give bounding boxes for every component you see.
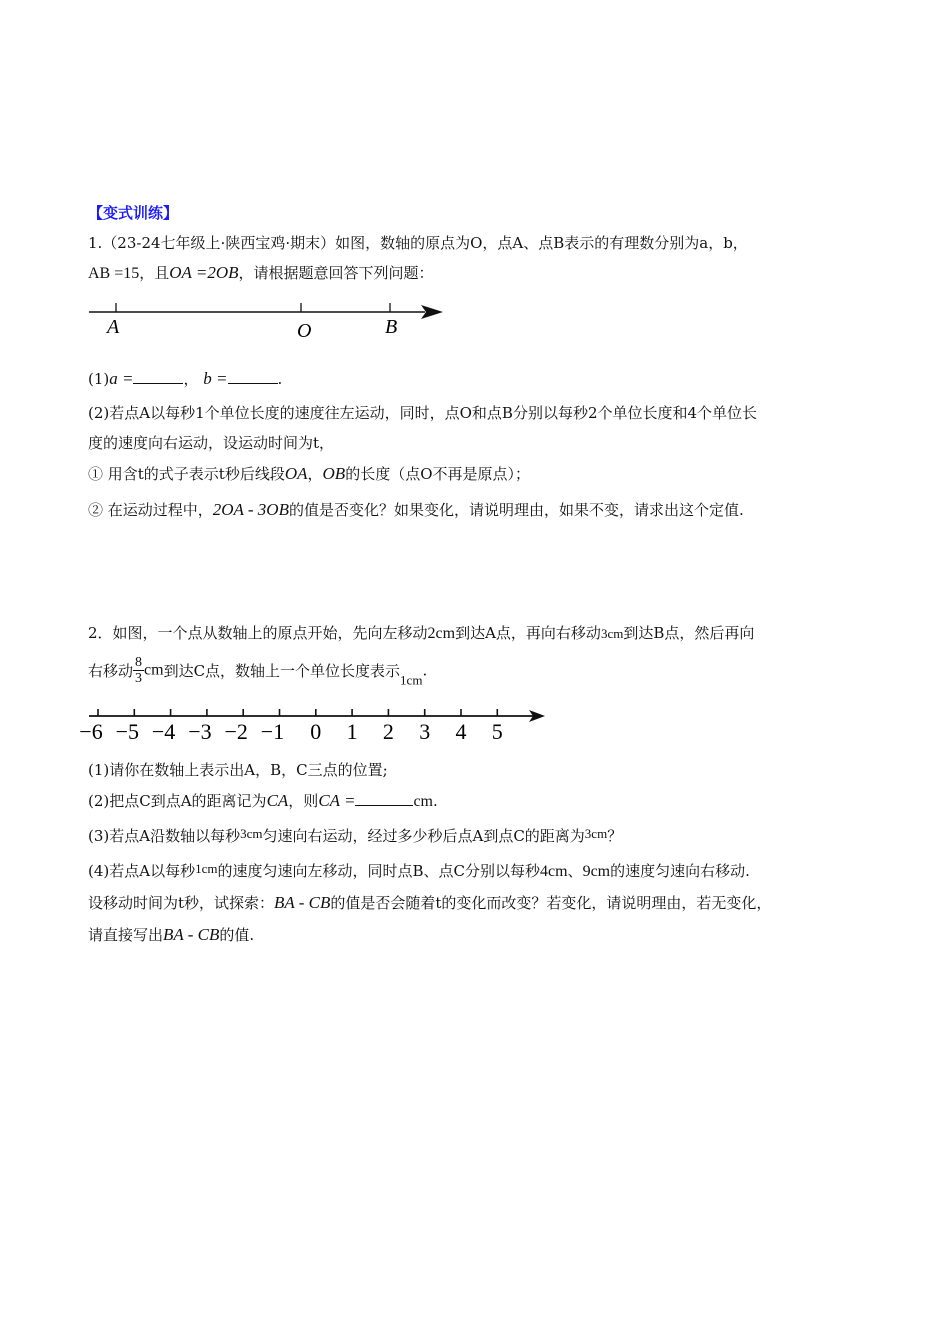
- q1-sub2: ② 在运动过程中，2OA - 3OB的值是否变化？如果变化，请说明理由，如果不变，请求出这个定值.: [88, 500, 744, 519]
- tick-label: −6: [79, 719, 103, 744]
- answer-blank-b[interactable]: [228, 369, 278, 384]
- tick-label: −2: [224, 719, 248, 744]
- q2-part4-line2: 设移动时间为t秒，试探索：BA - CB的值是否会随着t的变化而改变？若变化，请说明理由，若无变化，: [88, 893, 772, 912]
- q1-part2-line2: 度的速度向右运动，设运动时间为t，: [88, 434, 335, 452]
- q1-number-line: [85, 295, 455, 345]
- q2-stem-line1: 2．如图，一个点从数轴上的原点开始，先向左移动2cm到达A点，再向右移动3cm到达B点，然后再向: [88, 624, 755, 642]
- q2-stem-line2: 右移动 $\frac{8}{3}$ cm到达C点，数轴上一个单位长度表示1cm.: [88, 655, 428, 688]
- q1-sub1: ① 用含t的式子表示t秒后线段OA，OB的长度（点O不再是原点）；: [88, 464, 530, 483]
- tick-label: 3: [419, 719, 431, 744]
- fraction-eight-thirds: $\frac{8}{3}$: [135, 655, 143, 686]
- q1-oa-eq: OA =2OB: [169, 263, 239, 282]
- tick-label: −4: [151, 719, 176, 744]
- section-title: 【变式训练】: [88, 204, 179, 222]
- q2-part4-line1: (4)若点A以每秒1cm的速度匀速向左移动，同时点B、点C分别以每秒4cm、9cm的速度匀速向右移动.: [88, 861, 750, 880]
- answer-blank-a[interactable]: [133, 369, 183, 384]
- q2-part2: (2)把点C到点A的距离记为CA，则CA = cm.: [88, 791, 438, 810]
- q2-tick-group: [79, 709, 503, 744]
- tick-label: 1: [346, 719, 358, 744]
- q1-stem-line2: AB =15，且OA =2OB，请根据题意回答下列问题：: [88, 263, 434, 282]
- q2-part3: (3)若点A沿数轴以每秒3cm匀速向右运动，经过多少秒后点A到点C的距离为3cm？: [88, 826, 623, 845]
- q2-part1: (1)请你在数轴上表示出A，B，C三点的位置;: [88, 761, 388, 779]
- q1-axis-label-o: O: [297, 320, 312, 342]
- q1-ab-eq: AB =15: [88, 265, 140, 282]
- tick-label: 5: [491, 719, 503, 744]
- tick-label: −1: [260, 719, 285, 744]
- tick-label: 2: [382, 719, 394, 744]
- q1-stem-line1: 1.（23-24七年级上·陕西宝鸡·期末）如图，数轴的原点为O，点A、点B表示的有理数分别为a，b，: [88, 234, 748, 252]
- q1-axis-label-a: A: [107, 316, 120, 338]
- q2-part4-line3: 请直接写出BA - CB的值.: [88, 925, 255, 944]
- tick-label: −5: [115, 719, 140, 744]
- q1-part2-line1: (2)若点A以每秒1个单位长度的速度往左运动，同时，点O和点B分别以每秒2个单位长度和4个单位长: [88, 404, 758, 422]
- answer-blank-ca[interactable]: [355, 791, 413, 806]
- tick-label: 4: [455, 719, 467, 744]
- tick-label: −3: [188, 719, 212, 744]
- q1-part1: (1)a = ， b = .: [88, 369, 283, 388]
- tick-label: 0: [310, 719, 322, 744]
- q1-axis-label-b: B: [385, 316, 398, 338]
- q2-number-line: [79, 702, 555, 747]
